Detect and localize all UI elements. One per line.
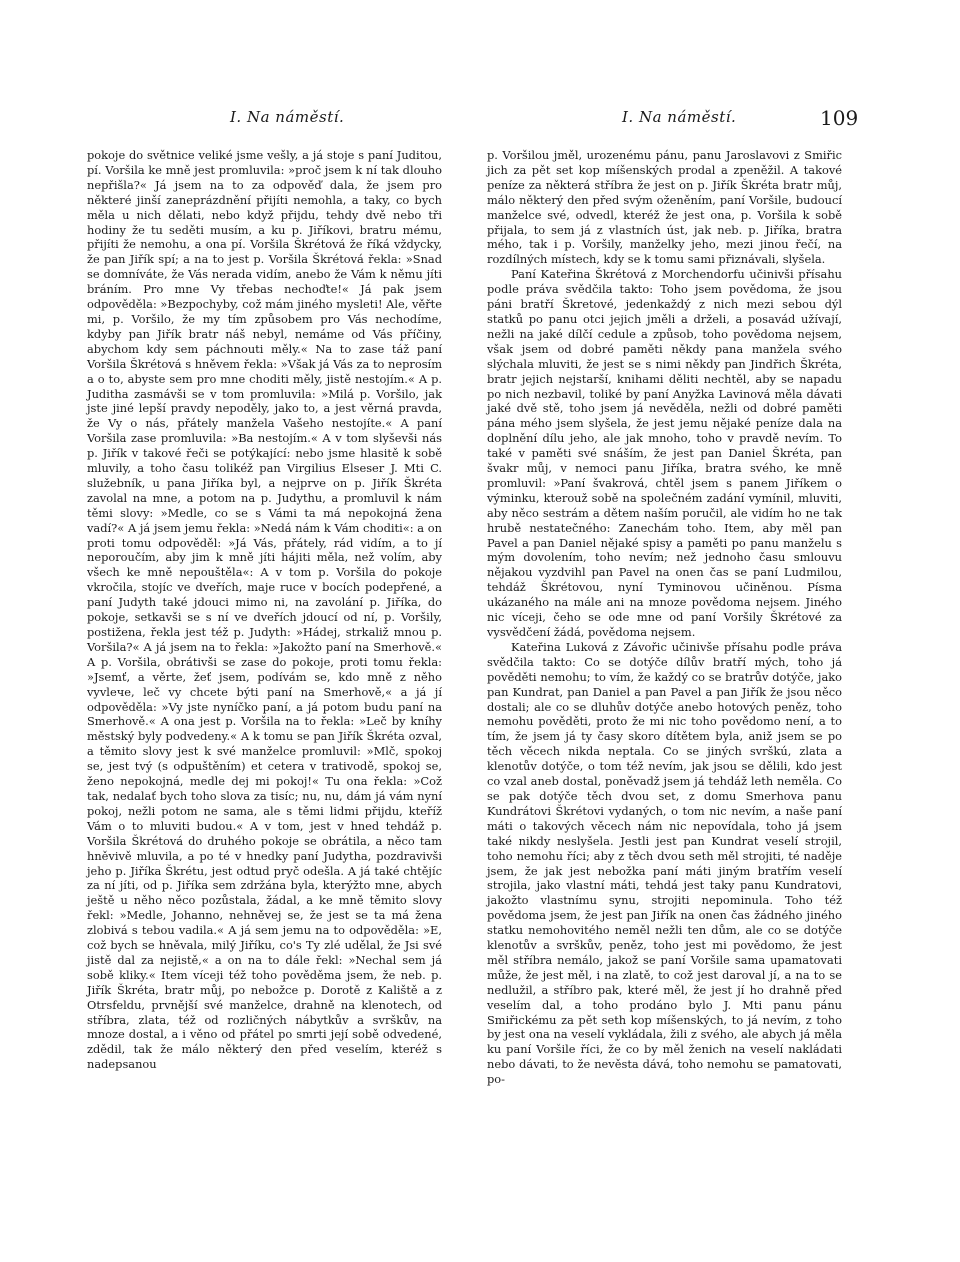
paragraph: p. Voršilou jměl, urozenému pánu, panu Jaroslavovi z Smiřic jich za pět set kop míšenských prodal a zpeněžil. A takové peníze za některá stříbra že jest on p. Jiřík Škréta bratr můj, málo některý den před svým oženěním, paní Voršile, budoucí manželce své, odvedl, kteréž že jest ona, p. Voršila k sobě přijala, to sem já z vlastních úst, jak neb. p. Jiříka, bratra mého, tak i p. Voršily, manželky jeho, mezi jinou řečí, na rozdílných místech, kdy se k tomu sami přiznávali, slyšela. bbox=[487, 148, 842, 267]
paragraph: Kateřina Luková z Závořic učinivše přísahu podle práva svědčila takto: Co se dotýče dílův bratří mých, toho já pověděti nemohu; to vím, že každý co se bratrův dotýče, jako pan Kundrat, pan Daniel a pan Pavel a pan Jiřík že jsou něco dostali; ale co se dluhův dotýče anebo hotových peněz, toho nemohu pověděti, proto že mi nic toho povědomo není, a to tím, že jsem já ty časy skoro dítětem byla, aniž jsem se po těch věcech nikda neptala. Co se jiných svrškú, zlata a klenotův dotýče, o tom též nevím, jak jsou se dělili, kdo jest co vzal aneb dostal, poněvadž jsem já tehdáž leth neměla. Co se pak dotýče těch dvou set, z domu Smerhova panu Kundrátovi Škrétovi vydaných, o tom nic nevím, a naše paní máti o takových věcech nám nic nepovídala, toho já jsem také nikdy neslyšela. Jestli jest pan Kundrat veselí strojil, toho nemohu říci; aby z těch dvou seth měl strojiti, té naděje jsem, že jak jest nebožka paní máti jiným bratřím veselí strojila, jako vlastní máti, tehdá jest taky panu Kundratovi, jakožto vlastnímu synu, strojiti nepominula. Toho též povědoma jsem, že jest pan Jiřík na onen čas žádného jiného statku nemohovitého neměl nežli ten dům, ale co se dotýče klenotův a svrškův, peněz, toho jest mi povědomo, že jest měl stříbra nemálo, jakož se paní Voršile sama upamatovati může, že jest měl, i na zlatě, to což jest daroval jí, a na to se nedlužil, a stříbro pak, které měl, že jest jí ho drahně před veselím dal, a toho prodáno bylo J. Mti panu pánu Smiřickému za pět seth kop míšenských, to já nevím, z toho by jest ona na veselí vykládala, žili z svého, ale abych já měla ku paní Voršile říci, že co by měl ženich na veselí nakládati nebo dávati, to že nevěsta dává, toho nemohu se pamatovati, po- bbox=[487, 639, 842, 1087]
running-head-right: I. Na náměstí. bbox=[622, 108, 737, 126]
paragraph: Paní Kateřina Škrétová z Morchendorfu učinivši přísahu podle práva svědčila takto: Toho jsem povědoma, že jsou páni bratří Škretové, jedenkaždý z nich mezi sebou dýl statků po panu otci jejich jměli a drželi, a posavád užívají, nežli na jaké dílčí cedule a způsob, toho povědoma nejsem, však jsem od dobré paměti někdy pana manžela svého slýchala mluviti, že jest se s nimi někdy pan Jindřich Škréta, bratr jejich nejstarší, knihami děliti nechtěl, aby se napadu po nich nezbavil, toliké by paní Anyžka Lavinová měla dávati jaké dvě stě, toho jsem já nevěděla, nežli od dobré paměti pána mého jsem slyšela, že jest jemu nějaké peníze dala na doplnění dílu jeho, ale jak mnoho, toho v pravdě nevím. To také v paměti své snáším, že jest pan Daniel Škréta, pan švakr můj, v nemoci panu Jiříka, bratra svého, ke mně promluvil: »Paní švakrová, chtěl jsem s panem Jiříkem o výminku, kterouž sobě na společném zadání vymínil, mluviti, aby něco sestrám a dětem naším poručil, ale vidím ho ne tak hrubě nestatečného: Zanechám toho. Item, aby měl pan Pavel a pan Daniel nějaké spisy a paměti po panu manželu s mým dovolením, toho nevím; než jednoho času smlouvu nějakou vyzdvihl pan Pavel na onen čas se paní Ludmilou, tehdáž Škrétovou, nyní Tyminovou učiněnou. Písma ukázaného na mále ani na mnoze povědoma nejsem. Jiného nic víceji, čeho se ode mne od paní Voršily Škrétové za vysvědčení žádá, povědoma nejsem. bbox=[487, 267, 842, 639]
left-text-column bbox=[87, 148, 442, 1072]
paragraph: pokoje do světnice veliké jsme vešly, a já stoje s paní Juditou, pí. Voršila ke mně jest promluvila: »proč jsem k ní tak dlouho nepřišla?« Já jsem na to za odpověď dala, že jsem pro některé jinší zaneprázdnění přijíti nemohla, a taky, co bych měla u nich dělati, nebo když přijdu, tehdy dvě nebo tři hodiny že tu seděti musím, a ku p. Jiříkovi, bratru mému, přijíti že nemohu, a ona pí. Voršila Škrétová že říká vždycky, že pan Jiřík spí; a na to jest p. Voršila Škrétová řekla: »Snad se domníváte, že Vás nerada vidím, anebo že Vám k němu jíti bráním. Pro mne Vy třebas nechoďte!« Já pak jsem odpověděla: »Bezpochyby, což mám jiného mysleti! Ale, věřte mi, p. Voršilo, že my tím způsobem pro Vás nechodíme, kdyby pan Jiřík bratr náš nebyl, nemáme od Vás příčiny, abychom kdy sem páchnouti měly.« Na to zase táž paní Voršila Škrétová s hněvem řekla: »Však já Vás za to neprosím a o to, abyste sem pro mne choditi měly, jistě nestojím.« A p. Juditha zasmávši se v tom promluvila: »Milá p. Voršilo, jak jste jiné lepší pravdy nepoděly, jako to, a jest věrná pravda, že Vy o nás, přátely manžela Vašeho nestojíte.« A paní Voršila zase promluvila: »Ba nestojím.« A v tom slyševši nás p. Jiřík v takové řeči se potýkající: nebo jsme hlasitě k sobě mluvily, a toho času tolikéž pan Virgilius Elseser J. Mti C. služebník, u pana Jiříka byl, a nejprve on p. Jiřík Škréta zavolal na mne, a potom na p. Judythu, a promluvil k nám těmi slovy: »Medle, co se s Vámi ta má nepokojná žena vadí?« A já jsem jemu řekla: »Nedá nám k Vám choditi«: a on proti tomu odpověděl: »Já Vás, přátely, rád vidím, a to jí neporoučím, aby jim k mně jíti hájiti měla, než volím, aby všech ke mně nepouštěla«: A v tom p. Voršila do pokoje vkročila, stojíc ve dveřích, maje ruce v bocích podepřené, a paní Judyth také jdouci mimo ni, na zavolání p. Jiříka, do pokoje, setkavši se s ní ve dveřích jdoucí od ní, p. Voršily, postižena, řekla jest též p. Judyth: »Hádej, strkaliž mnou p. Voršila?« A já jsem na to řekla: »Jakožto paní na Smerhově.« A p. Voršila, obrátivši se zase do pokoje, proti tomu řekla: »Jsemť, a věrte, žeť jsem, podívám se, kdo mně z něho vyvlече, leč vy chcete býti paní na Smerhově,« a já jí odpověděla: »Vy jste nyníčko paní, a já potom budu paní na Smerhově.« A ona jest p. Voršila na to řekla: »Leč by kníhy městský byly podvedeny.« A k tomu se pan Jiřík Škréta ozval, a těmito slovy jest k své manželce promluvil: »Mlč, spokoj se, jest tvý (s odpuštěním) et cetera v trativodě, spokoj se, ženo nepokojná, medle dej mi pokoj!« Tu ona řekla: »Což tak, nedalať bych toho slova za tisíc; nu, nu, dám já vám nyní pokoj, nežli potom ne sama, ale s těmi lidmi přijdu, kteříž Vám o to mluviti budou.« A v tom, jest v hned tehdáž p. Voršila Škrétová do druhého pokoje se obrátila, a něco tam hněvivě mluvila, a po té v hnedky paní Judytha, pozdravivši jeho p. Jiříka Škrétu, jest odtud pryč odešla. A já také chtějíc za ní jíti, od p. Jiříka sem zdržána byla, kterýžto mne, abych ještě u něho něco pozůstala, žádal, a ke mně těmito slovy řekl: »Medle, Johanno, nehněvej se, že jest se ta má žena zlobivá s tebou vadila.« A já sem jemu na to odpověděla: »E, což bych se hněvala, milý Jiříku, co's Ty zlé udělal, že Jsi své jistě dal za nejistě,« a on na to dále řekl: »Nechal sem já sobě kliky.« Item víceji též toho pověděma jsem, že neb. p. Jiřík Škréta, bratr můj, po nebožce p. Dorotě z Kaliště a z Otrsfeldu, prvnější své manželce, drahně na klenotech, od stříbra, zlata, též od rozličných nábytkův a svrškův, na mnoze dostal, a i věno od přátel po smrti její sobě odvedené, zdědil, tak že málo některý den před veselím, kteréž s nadepsanou bbox=[87, 148, 442, 1072]
right-text-column bbox=[487, 148, 842, 1087]
page-number: 109 bbox=[820, 106, 859, 130]
running-head-left: I. Na náměstí. bbox=[230, 108, 345, 126]
